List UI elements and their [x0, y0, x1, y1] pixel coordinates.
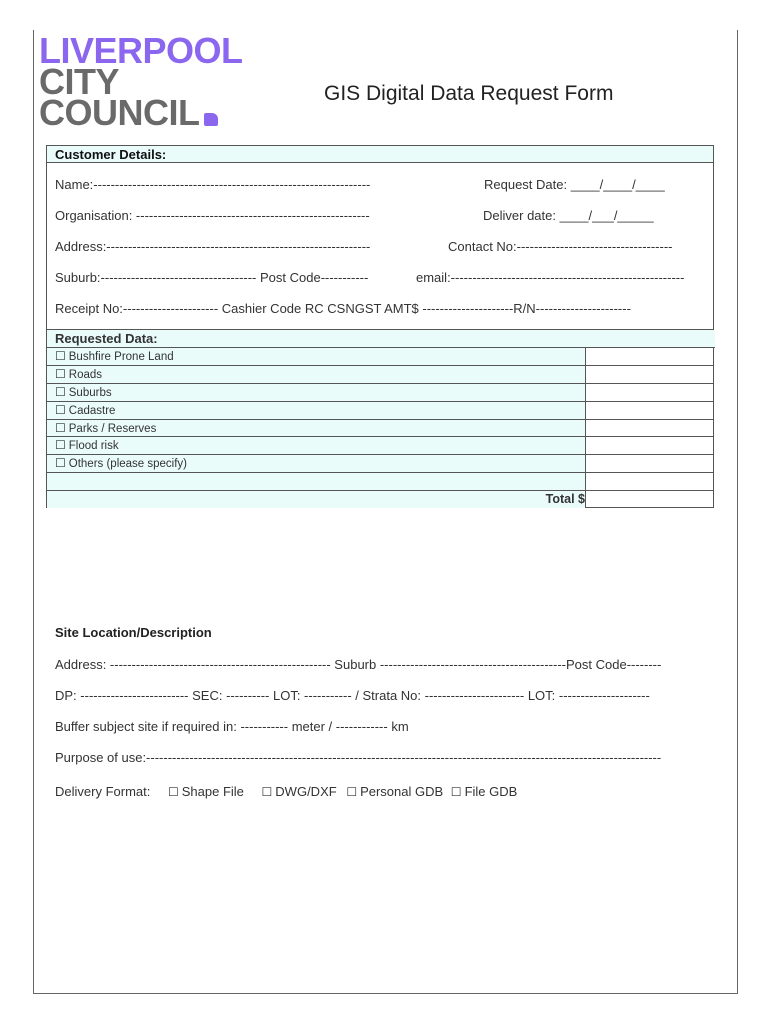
item-label: Roads	[68, 368, 103, 381]
table-row[interactable]	[47, 384, 713, 402]
requested-item	[47, 384, 586, 401]
item-amount-cell[interactable]	[586, 473, 713, 490]
item-amount-cell[interactable]	[586, 437, 713, 454]
checkbox-icon[interactable]: ☐	[55, 420, 66, 435]
format-option-personal-gdb[interactable]	[346, 784, 443, 799]
buffer-field[interactable]: Buffer subject site if required in: ----------- meter / ------------ km	[55, 719, 409, 734]
format-label: File GDB	[464, 784, 518, 799]
requested-data-table	[46, 330, 714, 508]
checkbox-icon[interactable]: ☐	[55, 456, 66, 471]
requested-item	[47, 455, 586, 472]
site-location-heading: Site Location/Description	[55, 625, 212, 640]
checkbox-icon[interactable]: ☐	[55, 349, 66, 363]
item-label: Flood risk	[68, 440, 119, 453]
total-label: Total $	[47, 491, 586, 508]
purpose-field[interactable]: Purpose of use:-----------------------------------------------------------------------------------------------------------------------	[55, 750, 662, 765]
format-option-dwg[interactable]	[262, 784, 337, 799]
delivery-format-row	[55, 784, 517, 799]
item-amount-cell[interactable]	[586, 384, 713, 401]
format-option-file-gdb[interactable]	[451, 784, 518, 799]
delivery-format-label: Delivery Format:	[55, 784, 151, 799]
item-label: Bushfire Prone Land	[68, 351, 174, 363]
total-amount-cell[interactable]	[586, 491, 713, 508]
table-row[interactable]	[47, 437, 713, 455]
item-label: Suburbs	[68, 386, 112, 399]
site-dp-field[interactable]: DP: ------------------------- SEC: ---------- LOT: ----------- / Strata No: ----------------------- LOT: ---------------------	[55, 688, 650, 703]
address-field[interactable]: Address:-------------------------------------------------------------	[55, 239, 371, 254]
table-row[interactable]	[47, 402, 713, 420]
item-label: Cadastre	[68, 404, 116, 417]
suburb-postcode-field[interactable]: Suburb:------------------------------------ Post Code-----------	[55, 270, 369, 285]
item-amount-cell[interactable]	[586, 455, 713, 472]
table-row[interactable]	[47, 455, 713, 473]
contact-no-field[interactable]: Contact No:------------------------------------	[448, 239, 673, 254]
requested-item	[47, 437, 586, 454]
form-title: GIS Digital Data Request Form	[324, 82, 614, 105]
checkbox-icon[interactable]: ☐	[261, 785, 273, 799]
table-row-blank[interactable]	[47, 473, 713, 491]
requested-data-heading: Requested Data:	[47, 330, 715, 348]
format-label: Shape File	[181, 784, 244, 799]
item-label: Parks / Reserves	[68, 422, 157, 435]
blank-item[interactable]	[47, 473, 586, 490]
format-option-shape[interactable]	[168, 784, 244, 799]
email-field[interactable]: email:------------------------------------------------------	[416, 270, 685, 285]
site-address-field[interactable]: Address: --------------------------------------------------- Suburb -------------------------------------------Post Code--------	[55, 657, 662, 672]
item-amount-cell[interactable]	[586, 402, 713, 419]
checkbox-icon[interactable]: ☐	[450, 785, 462, 799]
customer-details-heading: Customer Details:	[47, 146, 713, 163]
liverpool-city-council-logo	[39, 30, 243, 133]
name-field[interactable]: Name:----------------------------------------------------------------	[55, 177, 371, 192]
format-label: DWG/DXF	[275, 784, 337, 799]
item-label: Others (please specify)	[68, 458, 188, 471]
receipt-row[interactable]: Receipt No:---------------------- Cashier Code RC CSNGST AMT$ ---------------------R/N----------------------	[55, 301, 631, 316]
organisation-field[interactable]: Organisation: ------------------------------------------------------	[55, 208, 370, 223]
logo-line-1: LIVERPOOL	[39, 30, 243, 71]
checkbox-icon[interactable]: ☐	[55, 402, 66, 417]
requested-item	[47, 366, 586, 383]
total-row	[47, 491, 713, 508]
logo-line-3-text: COUNCIL	[39, 91, 200, 133]
checkbox-icon[interactable]: ☐	[167, 785, 179, 799]
logo-mark-icon	[204, 113, 218, 126]
table-row[interactable]	[47, 366, 713, 384]
table-row[interactable]	[47, 348, 713, 366]
checkbox-icon[interactable]: ☐	[55, 384, 66, 399]
requested-item	[47, 348, 586, 365]
request-date-field[interactable]: Request Date: ____/____/____	[484, 177, 665, 192]
checkbox-icon[interactable]: ☐	[55, 438, 66, 453]
checkbox-icon[interactable]: ☐	[55, 366, 66, 381]
format-label: Personal GDB	[360, 784, 444, 799]
requested-item	[47, 420, 586, 437]
checkbox-icon[interactable]: ☐	[346, 785, 358, 799]
item-amount-cell[interactable]	[586, 348, 713, 365]
table-row[interactable]	[47, 420, 713, 438]
logo-line-3	[39, 91, 243, 133]
requested-item	[47, 402, 586, 419]
item-amount-cell[interactable]	[586, 420, 713, 437]
item-amount-cell[interactable]	[586, 366, 713, 383]
logo-line-2: CITY	[39, 60, 120, 102]
deliver-date-field[interactable]: Deliver date: ____/___/_____	[483, 208, 654, 223]
